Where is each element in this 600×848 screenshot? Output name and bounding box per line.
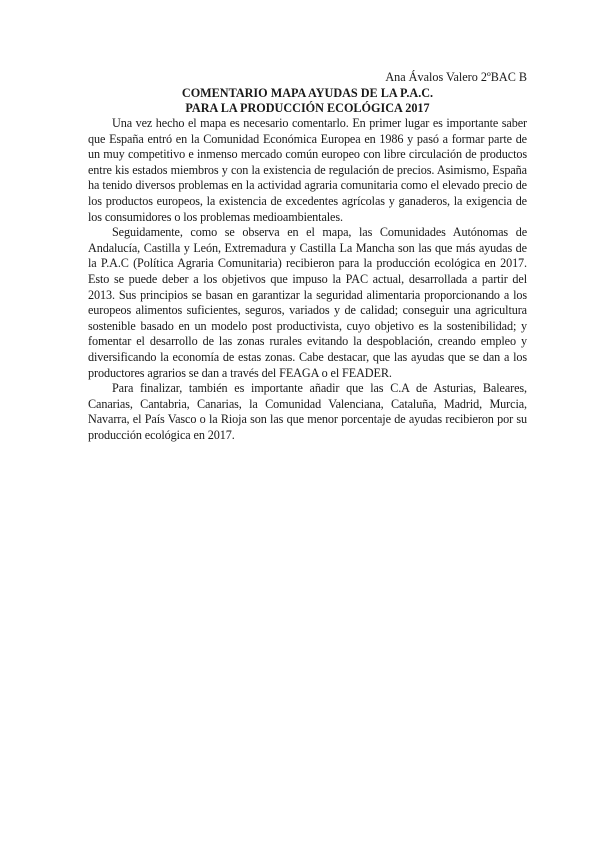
author-line: Ana Ávalos Valero 2ºBAC B	[385, 70, 527, 84]
paragraph-conclusion: Para finalizar, también es importante añadir que las C.A de Asturias, Baleares, Canarias, Cantabria, Canarias, la Comunidad Valenciana, Cataluña, Madrid, Murcia, Navarra, el País Vasco o la Rioja son las que menor porcentaje de ayudas recibieron por su producción ecológica en 2017.	[88, 381, 527, 442]
document-title	[88, 86, 527, 116]
paragraph-introduction: Una vez hecho el mapa es necesario comentarlo. En primer lugar es importante saber que España entró en la Comunidad Económica Europea en 1986 y pasó a formar parte de un muy competitivo e inmenso mercado común europeo con libre circulación de productos entre kis estados miembros y con la existencia de regulación de precios. Asimismo, España ha tenido diversos problemas en la actividad agraria comunitaria como el elevado precio de los productos europeos, la existencia de excedentes agrícolas y ganaderos, la exigencia de los consumidores o los problemas medioambientales.	[88, 116, 527, 224]
document-page	[88, 70, 527, 443]
paragraph-analysis: Seguidamente, como se observa en el mapa, las Comunidades Autónomas de Andalucía, Castilla y León, Extremadura y Castilla La Mancha son las que más ayudas de la P.A.C (Política Agraria Comunitaria) recibieron para la producción ecológica en 2017. Esto se puede deber a los objetivos que impuso la PAC actual, desarrollada a partir del 2013. Sus principios se basan en garantizar la seguridad alimentaria proporcionando a los europeos alimentos suficientes, seguros, variados y de calidad; conseguir una agricultura sostenible basado en un modelo post productivista, cuyo objetivo es la sostenibilidad; y fomentar el desarrollo de las zonas rurales evitando la despoblación, creando empleo y diversificando la economía de estas zonas. Cabe destacar, que las ayudas que se dan a los productores agrarios se dan a través del FEAGA o el FEADER.	[88, 225, 527, 380]
title-line-2: PARA LA PRODUCCIÓN ECOLÓGICA 2017	[185, 101, 430, 115]
title-line-1: COMENTARIO MAPA AYUDAS DE LA P.A.C.	[181, 86, 434, 100]
